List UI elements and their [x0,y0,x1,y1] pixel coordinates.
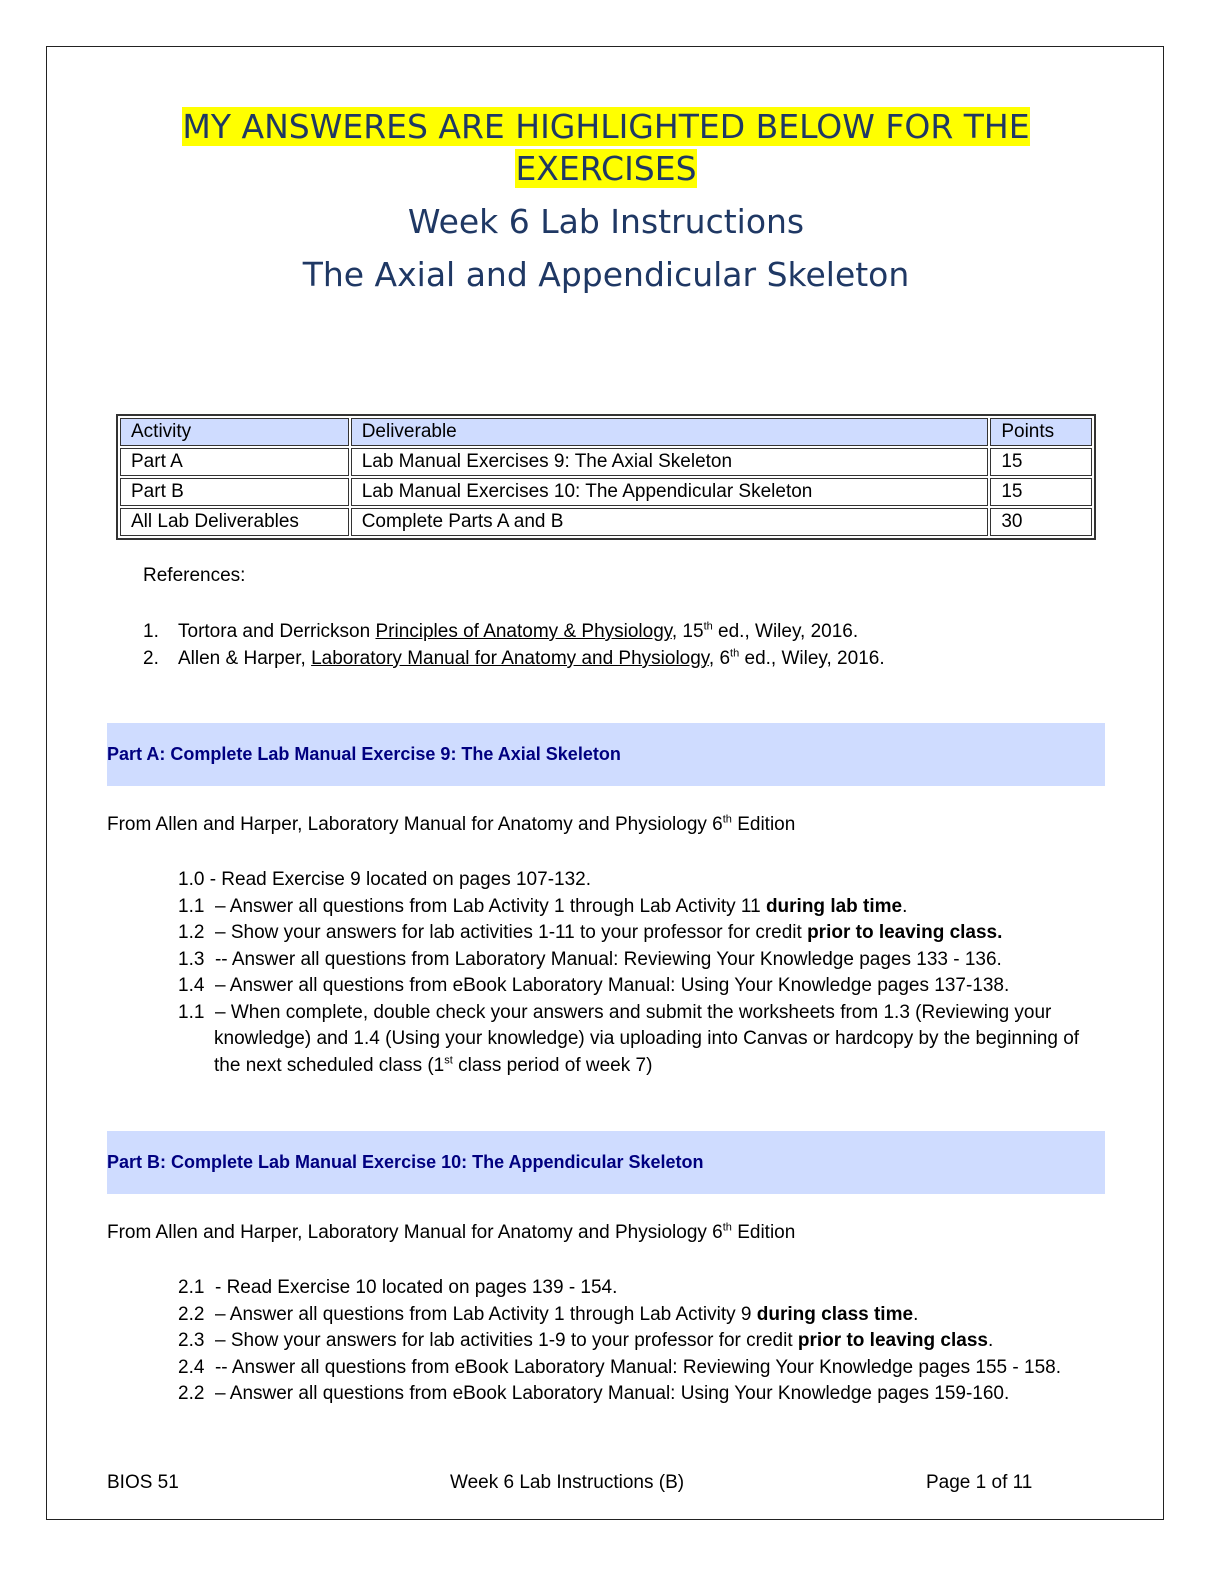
step-number: 1.1 [178,1001,215,1023]
reference-number: 1. [143,621,159,642]
banner-line-2: EXERCISES [515,149,697,188]
step-text: - Read Exercise 10 located on pages 139 - 154. [214,1277,618,1298]
part-a-source [107,814,795,836]
references-label: References: [143,565,246,586]
header-deliverable: Deliverable [351,418,989,446]
part-a-heading-text: Part A: Complete Lab Manual Exercise 9: The Axial Skeleton [107,744,621,764]
reference-authors: Allen & Harper, [178,648,312,669]
reference-number: 2. [143,648,159,669]
cell-points: 15 [990,478,1092,506]
part-b-heading [107,1131,1105,1194]
header-points: Points [990,418,1092,446]
reference-edition: , 6 [708,648,731,669]
header-activity: Activity [120,418,349,446]
reference-item [143,645,885,672]
step-number: 2.4 [178,1356,215,1378]
cell-activity: Part A [120,448,349,476]
reference-item [143,618,885,645]
list-item [178,973,1098,1000]
list-item [178,1381,1098,1408]
reference-book-title: Principles of Anatomy & Physiology [375,621,672,642]
step-number: 1.3 [178,948,215,970]
step-text: – Answer all questions from eBook Laboratory Manual: Using Your Knowledge pages 159-160. [214,1383,1010,1404]
table-header-row [120,418,1092,446]
step-text: – When complete, double check your answers and submit the worksheets from 1.3 (Reviewing your knowledge) and 1.4 (Using your knowledge) via uploading into Canvas or hardcopy by the beginning of the next scheduled class (1 [214,1001,1080,1076]
source-text: From Allen and Harper, Laboratory Manual for Anatomy and Physiology 6 [107,1222,723,1243]
list-item [178,867,1098,894]
step-text: -- Answer all questions from eBook Laboratory Manual: Reviewing Your Knowledge pages 155 - 158. [214,1356,1061,1378]
page-subtitle: The Axial and Appendicular Skeleton [302,255,910,294]
page-title: Week 6 Lab Instructions [407,202,805,241]
reference-edition: , 15 [671,621,704,642]
step-emphasis: prior to leaving class. [807,922,1003,943]
cell-deliverable: Lab Manual Exercises 10: The Appendicular Skeleton [351,478,989,506]
footer-page-number: Page 1 of 11 [926,1472,1033,1493]
step-text: - Read Exercise 9 located on pages 107-132. [209,869,592,890]
step-number: 1.1 [178,895,215,917]
step-text: – Answer all questions from Lab Activity 1 through Lab Activity 11 [214,895,766,917]
reference-publisher: ed., Wiley, 2016. [712,621,859,642]
banner-line-1: MY ANSWERES ARE HIGHLIGHTED BELOW FOR THE [182,107,1030,146]
list-item [178,1355,1098,1382]
part-b-heading-text: Part B: Complete Lab Manual Exercise 10: The Appendicular Skeleton [107,1152,704,1172]
deliverables-table [116,414,1096,540]
step-number: 2.2 [178,1383,215,1404]
step-text: – Answer all questions from Lab Activity 1 through Lab Activity 9 [214,1303,757,1325]
reference-sup: th [703,620,713,633]
cell-deliverable: Lab Manual Exercises 9: The Axial Skeleton [351,448,989,476]
highlighted-banner [107,106,1105,190]
reference-book-title: Laboratory Manual for Anatomy and Physiology [311,648,709,669]
step-text: – Answer all questions from eBook Laboratory Manual: Using Your Knowledge pages 137-138. [214,975,1010,996]
part-b-steps [178,1275,1098,1408]
step-text: -- Answer all questions from Laboratory Manual: Reviewing Your Knowledge pages 133 - 136. [214,948,1002,970]
part-b-source [107,1222,795,1244]
step-suffix: class period of week 7) [452,1054,653,1076]
list-item [178,1328,1098,1355]
source-edition: Edition [731,814,796,835]
part-a-heading [107,723,1105,786]
step-number: 1.0 [178,869,210,890]
source-sup: th [722,813,732,826]
step-sup: st [444,1054,453,1067]
step-number: 2.2 [178,1303,215,1325]
step-number: 1.2 [178,922,215,943]
list-item [178,1302,1098,1329]
table-row [120,478,1092,506]
cell-points: 15 [990,448,1092,476]
list-item [178,947,1098,974]
footer-title: Week 6 Lab Instructions (B) [450,1472,685,1493]
table-row [120,508,1092,536]
reference-publisher: ed., Wiley, 2016. [739,648,885,669]
references-list [143,618,885,672]
list-item [178,894,1098,921]
step-text: – Show your answers for lab activities 1-9 to your professor for credit [214,1330,798,1351]
source-edition: Edition [731,1222,796,1243]
reference-sup: th [730,647,740,660]
step-suffix: . [913,1303,919,1325]
step-text: – Show your answers for lab activities 1-11 to your professor for credit [214,922,808,943]
part-a-steps [178,867,1098,1079]
step-number: 1.4 [178,975,215,996]
step-number: 2.3 [178,1330,215,1351]
cell-activity: Part B [120,478,349,506]
cell-deliverable: Complete Parts A and B [351,508,989,536]
cell-points: 30 [990,508,1092,536]
cell-activity: All Lab Deliverables [120,508,349,536]
step-emphasis: prior to leaving class [797,1330,988,1351]
step-emphasis: during lab time [765,895,903,917]
step-suffix: . [987,1330,994,1351]
list-item [178,1000,1098,1080]
list-item [178,1275,1098,1302]
source-text: From Allen and Harper, Laboratory Manual for Anatomy and Physiology 6 [107,814,723,835]
step-number: 2.1 [178,1277,215,1298]
step-suffix: . [902,895,908,917]
step-emphasis: during class time [756,1303,914,1325]
footer-course: BIOS 51 [107,1472,179,1493]
list-item [178,920,1098,947]
reference-authors: Tortora and Derrickson [178,621,376,642]
source-sup: th [722,1221,732,1234]
table-row [120,448,1092,476]
